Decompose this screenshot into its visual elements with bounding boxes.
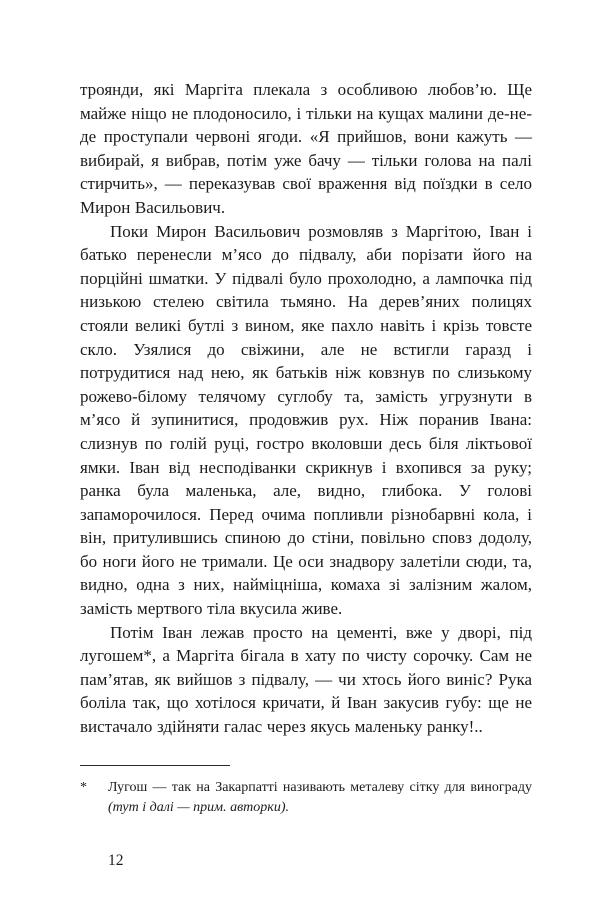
footnote-separator (80, 765, 230, 766)
paragraph: троянди, які Маргіта плекала з особливою любов’ю. Ще майже ніщо не плодоносило, і тільки на кущах малини де-не-де проступали червоні ягоди. «Я прийшов, вони кажуть — вибирай, я вибрав, потім уже бачу — тільки голова на палі стирчить», — переказував свої враження від поїздки в село Мирон Васильович. (80, 80, 532, 217)
footnote-text: Лугош — так на Закарпатті називають металеву сітку для винограду (108, 779, 532, 795)
footnote (80, 765, 532, 818)
footnote-marker: * (80, 779, 87, 795)
paragraph: Потім Іван лежав просто на цементі, вже у дворі, під лугошем*, а Маргіта бігала в хату по чисту сорочку. Сам не пам’ятав, як вийшов з підвалу, — чи хтось його виніс? Рука боліла так, що хотілося кричати, й Іван закусив губу: ще не вистачало здійняти галас через якусь маленьку ранку!.. (80, 622, 532, 737)
footnote-italic-note: (тут і далі — прим. авторки). (108, 799, 289, 815)
text-block (80, 78, 532, 818)
footnote-body (80, 778, 532, 818)
paragraph: Поки Мирон Васильович розмовляв з Маргітою, Іван і батько перенесли м’ясо до підвалу, аби порізати його на порційні шматки. У підвалі було прохолодно, а лампочка під низькою стелею світила тьмяно. На дерев’яних полицях стояли великі бутлі з вином, яке пахло навіть і крізь товсте скло. Узялися до свіжини, але не встигли гаразд і потрудитися над нею, як батьків ніж ковзнув по слизькому рожево-білому телячому суглобу та, замість угрузнути в м’ясо й зупинитися, продовжив рух. Ніж поранив Івана: слизнув по голій руці, гостро вколовши десь біля ліктьової ямки. Іван від несподіванки скрикнув і вхопився за руку; ранка була маленька, але, видно, глибока. У голові запаморочилося. Перед очима попливли різнобарвні кола, і він, притулившись спиною до стіни, повільно сповз додолу, бо ноги його не тримали. Це оси знадвору залетіли сюди, та, видно, одна з них, найміцніша, комаха зі залізним жалом, замість мертвого тіла вкусила живе. (80, 221, 532, 619)
page-number: 12 (108, 852, 124, 869)
